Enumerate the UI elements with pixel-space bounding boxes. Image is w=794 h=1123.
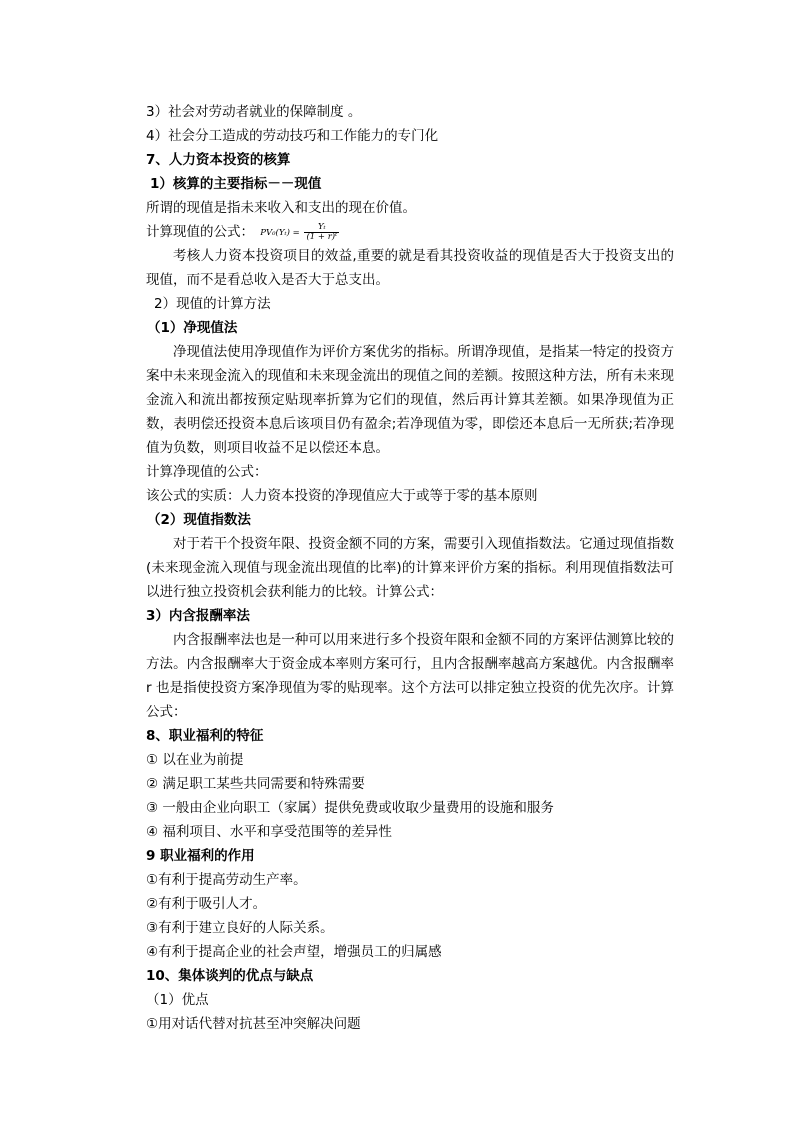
paragraph-npv: 净现值法使用净现值作为评价方案优劣的指标。所谓净现值，是指某一特定的投资方案中未来现金流入的现值和未来现金流出的现值之间的差额。按照这种方法，所有未来现金流入和流出都按预定贴现率折算为它们的现值，然后再计算其差额。如果净现值为正数，表明偿还投资本息后该项目仍有盈余;若净现值为零，即偿还本息后一无所获;若净现值为负数，则项目收益不足以偿还本息。 (146, 344, 674, 456)
advantage-item-1: ①用对话代替对抗甚至冲突解决问题 (146, 1016, 361, 1032)
feature-item-4: ④ 福利项目、水平和享受范围等的差异性 (146, 824, 392, 840)
subheading-npv: （1）净现值法 (147, 320, 238, 336)
role-item-1: ①有利于提高劳动生产率。 (146, 872, 307, 888)
role-item-4: ④有利于提高企业的社会声望，增强员工的归属感 (146, 944, 442, 960)
feature-item-3: ③ 一般由企业向职工（家属）提供免费或收取少量费用的设施和服务 (146, 800, 554, 816)
formula-line (146, 220, 674, 244)
paragraph-assessment: 考核人力资本投资项目的效益,重要的就是看其投资收益的现值是否大于投资支出的现值，而不是看总收入是否大于总支出。 (146, 248, 674, 288)
section-heading-10: 10、集体谈判的优点与缺点 (146, 968, 314, 984)
formula-label: 计算现值的公式： (146, 224, 254, 240)
paragraph-irr: 内含报酬率法也是一种可以用来进行多个投资年限和金额不同的方案评估测算比较的方法。内含报酬率大于资金成本率则方案可行，且内含报酬率越高方案越优。内含报酬率 r 也是指使投资方案净现值为零的贴现率。这个方法可以排定独立投资的优先次序。计算公式： (146, 632, 674, 720)
present-value-formula (260, 223, 339, 242)
feature-item-1: ① 以在业为前提 (146, 752, 244, 768)
section-heading-9: 9 职业福利的作用 (146, 848, 255, 864)
subheading-irr: 3）内含报酬率法 (146, 608, 250, 624)
feature-item-2: ② 满足职工某些共同需要和特殊需要 (146, 776, 365, 792)
npv-formula-label: 计算净现值的公式： (146, 464, 268, 480)
paragraph-pv-index: 对于若干个投资年限、投资金额不同的方案，需要引入现值指数法。它通过现值指数(未来现金流入现值与现金流出现值的比率)的计算来评价方案的指标。利用现值指数法可以进行独立投资机会获利能力的比较。计算公式： (146, 536, 674, 600)
subheading-pv-index: （2）现值指数法 (147, 512, 251, 528)
formula-numerator: Yₜ (304, 223, 339, 233)
document-body (146, 100, 674, 1036)
role-item-2: ②有利于吸引人才。 (146, 896, 267, 912)
npv-formula-essence: 该公式的实质：人力资本投资的净现值应大于或等于零的基本原则 (146, 488, 538, 504)
subheading-key-indicator: 1）核算的主要指标－－现值 (150, 176, 322, 192)
subheading-advantages: （1）优点 (146, 992, 209, 1008)
list-item-3: 3）社会对劳动者就业的保障制度 。 (146, 104, 362, 120)
section-heading-7: 7、人力资本投资的核算 (146, 152, 291, 168)
subheading-calc-method: 2）现值的计算方法 (154, 296, 271, 312)
formula-denominator: (1 + r)ᵗ (306, 231, 338, 242)
list-item-4: 4）社会分工造成的劳动技巧和工作能力的专门化 (146, 128, 439, 144)
formula-lhs: PV₀(Yₜ) = (260, 227, 300, 238)
definition-present-value: 所谓的现值是指未来收入和支出的现在价值。 (146, 200, 416, 216)
formula-fraction (304, 223, 339, 242)
section-heading-8: 8、职业福利的特征 (146, 728, 264, 744)
role-item-3: ③有利于建立良好的人际关系。 (146, 920, 334, 936)
